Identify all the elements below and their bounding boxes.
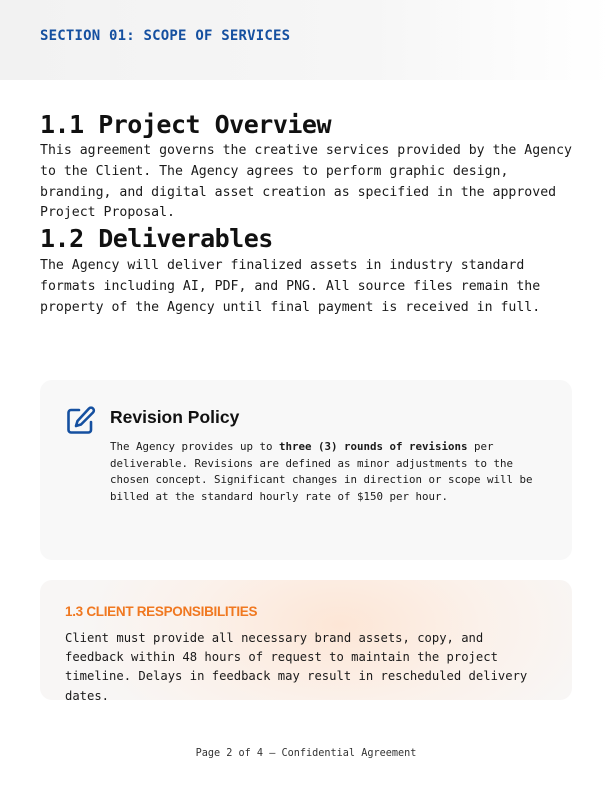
page-footer: Page 2 of 4 — Confidential Agreement (195, 748, 417, 759)
section-header-band (0, 0, 612, 80)
overview-heading: 1.1 Project Overview (40, 110, 332, 139)
revision-policy-text: The Agency provides up to three (3) rounds of revisions per deliverable. Revisions are defined as minor adjustments to the chosen concept. Significant changes in direction or scope will be billed at the standard hourly rate of $150 per hour. (110, 440, 533, 503)
client-responsibilities-title: 1.3 CLIENT RESPONSIBILITIES (65, 604, 258, 619)
deliverables-heading: 1.2 Deliverables (40, 224, 273, 253)
section-label: SECTION 01: SCOPE OF SERVICES (40, 28, 291, 44)
client-responsibilities-text: Client must provide all necessary brand assets, copy, and feedback within 48 hours of request to maintain the project timeline. Delays in feedback may result in rescheduled delivery dates. (65, 631, 528, 703)
edit-icon (66, 405, 96, 435)
revision-policy-title: Revision Policy (110, 407, 240, 427)
deliverables-paragraph: The Agency will deliver finalized assets in industry standard formats including AI, PDF, and PNG. All source files remain the property of the Agency until final payment is received in full. (40, 258, 541, 315)
overview-paragraph: This agreement governs the creative services provided by the Agency to the Client. The Agency agrees to perform graphic design, branding, and digital asset creation as specified in the approved Project Proposal. (40, 143, 572, 221)
revision-policy-card (40, 380, 572, 560)
revision-count-highlight: three (3) rounds of revisions (279, 440, 468, 453)
